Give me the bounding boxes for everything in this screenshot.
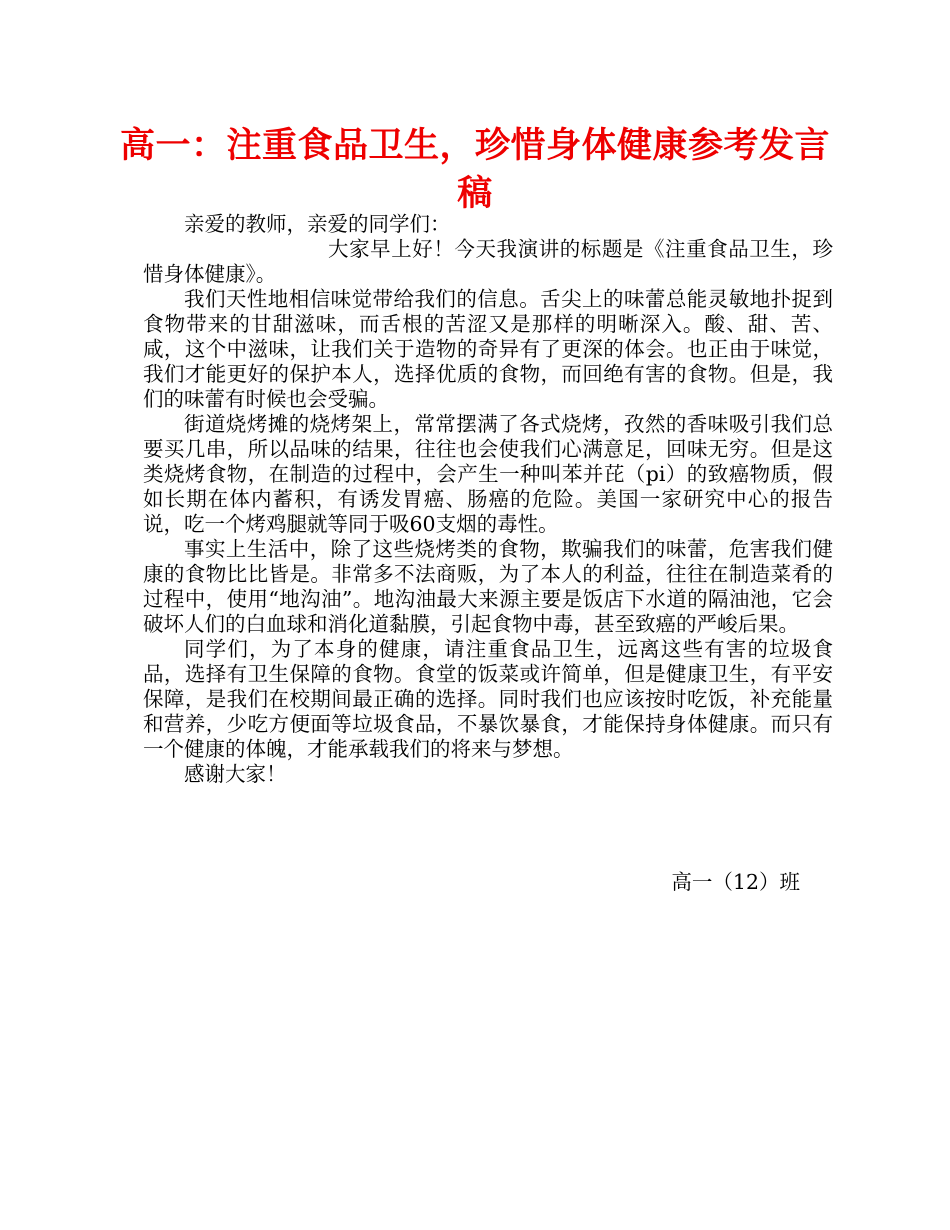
closing-thanks: 感谢大家！ — [184, 762, 287, 786]
body-paragraph-barbecue: 街道烧烤摊的烧烤架上，常常摆满了各式烧烤，孜然的香味吸引我们总要买几串，所以品味的结果，往往也会使我们心满意足，回味无穷。但是这类烧烤食物，在制造的过程中，会产生一种叫苯并芘（pi）的致癌物质，假如长期在体内蓄积，有诱发胃癌、肠癌的危险。美国一家研究中心的报告说，吃一个烤鸡腿就等同于吸60支烟的毒性。 — [143, 412, 833, 536]
document-body — [143, 212, 833, 787]
body-paragraph-taste: 我们天性地相信味觉带给我们的信息。舌尖上的味蕾总能灵敏地扑捉到食物带来的甘甜滋味，而舌根的苦涩又是那样的明晰深入。酸、甜、苦、咸，这个中滋味，让我们关于造物的奇异有了更深的体会。也正由于味觉，我们才能更好的保护本人，选择优质的食物，而回绝有害的食物。但是，我们的味蕾有时候也会受骗。 — [143, 287, 833, 411]
salutation: 亲爱的教师，亲爱的同学们： — [184, 212, 451, 236]
body-paragraph-appeal: 同学们，为了本身的健康，请注重食品卫生，远离这些有害的垃圾食品，选择有卫生保障的食物。食堂的饭菜或许简单，但是健康卫生，有平安保障，是我们在校期间最正确的选择。同时我们也应该按时吃饭，补充能量和营养，少吃方便面等垃圾食品，不暴饮暴食，才能保持身体健康。而只有一个健康的体魄，才能承载我们的将来与梦想。 — [143, 637, 833, 761]
body-paragraph-gutter-oil: 事实上生活中，除了这些烧烤类的食物，欺骗我们的味蕾，危害我们健康的食物比比皆是。非常多不法商贩，为了本人的利益，往往在制造菜肴的过程中，使用“地沟油”。地沟油最大来源主要是饭店下水道的隔油池，它会破坏人们的白血球和消化道黏膜，引起食物中毒，甚至致癌的严峻后果。 — [143, 537, 833, 636]
class-signature: 高一（12）班 — [671, 870, 800, 894]
document-title: 高一：注重食品卫生，珍惜身体健康参考发言稿 — [120, 126, 831, 214]
greeting-paragraph: 大家早上好！今天我演讲的标题是《注重食品卫生，珍惜身体健康》。 — [143, 237, 833, 286]
